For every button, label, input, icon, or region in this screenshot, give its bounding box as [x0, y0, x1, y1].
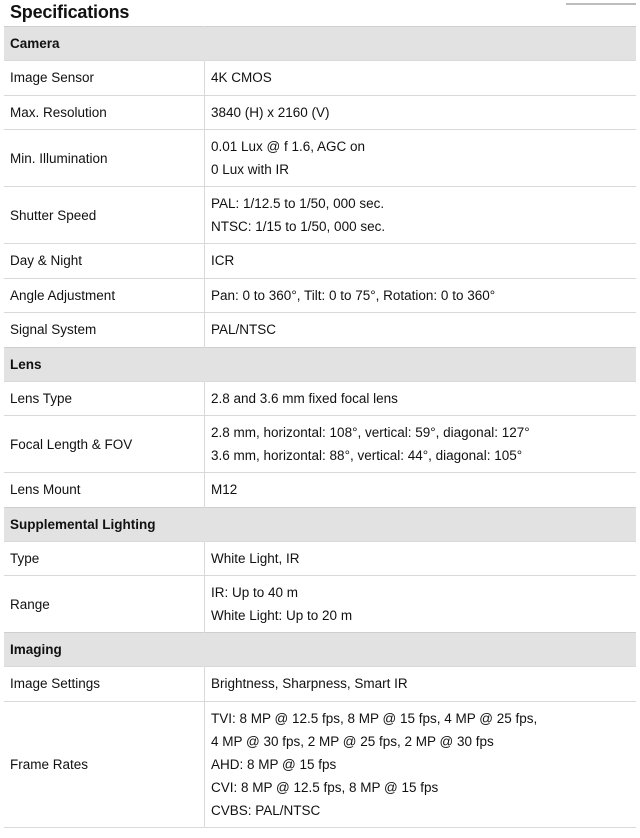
table-row	[4, 667, 636, 702]
spec-label: Image Settings	[4, 667, 205, 702]
spec-value	[205, 473, 637, 508]
spec-value	[205, 541, 637, 576]
spec-value-line: 2.8 mm, horizontal: 108°, vertical: 59°, diagonal: 127°	[211, 425, 530, 440]
section-title: Imaging	[4, 633, 205, 667]
table-row	[4, 541, 636, 576]
spec-value-line: PAL/NTSC	[211, 322, 277, 338]
section-header-imaging	[4, 633, 636, 667]
section-title: Lens	[4, 347, 205, 381]
section-title: Supplemental Lighting	[4, 507, 205, 541]
spec-value	[205, 130, 637, 187]
spec-value-line: CVI: 8 MP @ 12.5 fps, 8 MP @ 15 fps	[211, 779, 439, 795]
spec-label: Lens Type	[4, 381, 205, 416]
table-row	[4, 244, 636, 279]
spec-value-line: M12	[211, 482, 238, 498]
spec-value-line: White Light, IR	[211, 550, 300, 566]
section-header-supplemental-lighting	[4, 507, 636, 541]
table-row	[4, 576, 636, 633]
specifications-table	[4, 26, 636, 828]
spec-value-line: CVBS: PAL/NTSC	[211, 802, 321, 818]
spec-value-line: IR: Up to 40 m	[211, 585, 299, 600]
spec-label: Lens Mount	[4, 473, 205, 508]
spec-label: Max. Resolution	[4, 95, 205, 130]
spec-value	[205, 701, 637, 827]
table-row	[4, 130, 636, 187]
table-row	[4, 187, 636, 244]
spec-label: Min. Illumination	[4, 130, 205, 187]
spec-value-line: Brightness, Sharpness, Smart IR	[211, 676, 408, 692]
spec-value	[205, 313, 637, 348]
page-title: Specifications	[10, 2, 130, 22]
table-row	[4, 61, 636, 96]
table-row	[4, 313, 636, 348]
table-row	[4, 473, 636, 508]
spec-value	[205, 381, 637, 416]
spec-value	[205, 576, 637, 633]
corner-divider	[566, 0, 636, 5]
table-row	[4, 95, 636, 130]
spec-value-line: 3.6 mm, horizontal: 88°, vertical: 44°, diagonal: 105°	[211, 448, 523, 463]
table-row	[4, 416, 636, 473]
spec-label: Type	[4, 541, 205, 576]
spec-value	[205, 61, 637, 96]
section-header-fill	[205, 633, 637, 667]
spec-value-line: ICR	[211, 253, 235, 269]
spec-value-line: TVI: 8 MP @ 12.5 fps, 8 MP @ 15 fps, 4 MP @ 25 fps,	[211, 710, 538, 726]
section-header-camera	[4, 27, 636, 61]
spec-value-line: AHD: 8 MP @ 15 fps	[211, 756, 337, 772]
spec-value-line: 0 Lux with IR	[211, 162, 290, 177]
section-header-lens	[4, 347, 636, 381]
table-row	[4, 278, 636, 313]
spec-label: Shutter Speed	[4, 187, 205, 244]
spec-value	[205, 244, 637, 279]
spec-label: Day & Night	[4, 244, 205, 279]
specifications-table-body	[4, 27, 636, 828]
spec-value-line: 2.8 and 3.6 mm fixed focal lens	[211, 390, 398, 406]
table-row	[4, 701, 636, 827]
section-title: Camera	[4, 27, 205, 61]
spec-label: Signal System	[4, 313, 205, 348]
spec-value-line: 0.01 Lux @ f 1.6, AGC on	[211, 139, 366, 154]
spec-value-line: 3840 (H) x 2160 (V)	[211, 104, 330, 120]
spec-value	[205, 416, 637, 473]
spec-value-line: NTSC: 1/15 to 1/50, 000 sec.	[211, 219, 386, 234]
spec-label: Focal Length & FOV	[4, 416, 205, 473]
section-header-fill	[205, 347, 637, 381]
spec-value	[205, 187, 637, 244]
spec-value-line: 4 MP @ 30 fps, 2 MP @ 25 fps, 2 MP @ 30 fps	[211, 733, 494, 749]
spec-label: Image Sensor	[4, 61, 205, 96]
spec-value	[205, 278, 637, 313]
table-row	[4, 381, 636, 416]
spec-label: Range	[4, 576, 205, 633]
spec-label: Frame Rates	[4, 701, 205, 827]
spec-value	[205, 95, 637, 130]
spec-value-line: Pan: 0 to 360°, Tilt: 0 to 75°, Rotation: 0 to 360°	[211, 287, 496, 303]
spec-value	[205, 667, 637, 702]
section-header-fill	[205, 27, 637, 61]
spec-value-line: PAL: 1/12.5 to 1/50, 000 sec.	[211, 196, 385, 211]
spec-value-line: 4K CMOS	[211, 70, 272, 86]
spec-value-line: White Light: Up to 20 m	[211, 608, 353, 623]
section-header-fill	[205, 507, 637, 541]
spec-label: Angle Adjustment	[4, 278, 205, 313]
